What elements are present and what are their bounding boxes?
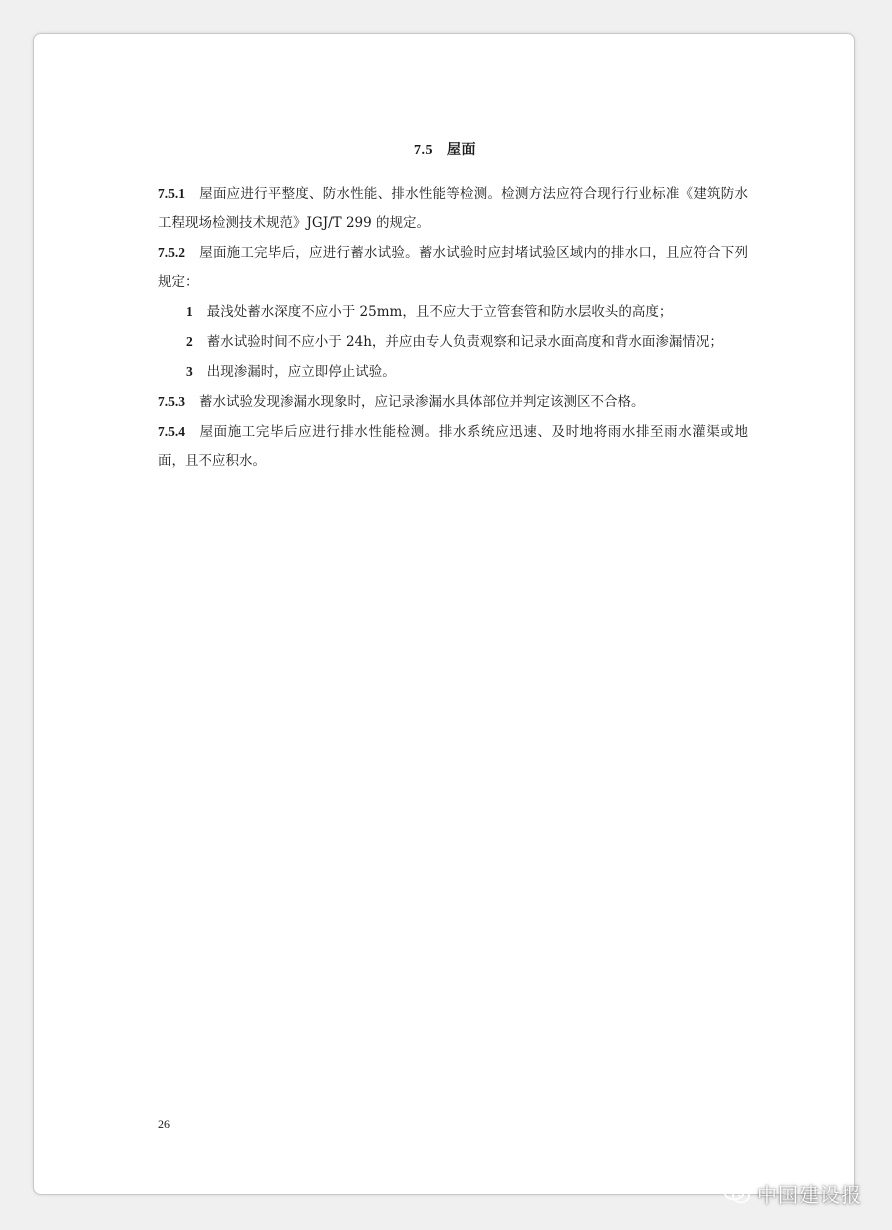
clause-text: 屋面应进行平整度、防水性能、排水性能等检测。检测方法应符合现行行业标准《建筑防水工程现场检测技术规范》JGJ/T 299 的规定。 [158, 186, 748, 231]
wechat-icon [723, 1183, 751, 1205]
clause-7-5-1 [158, 179, 748, 238]
clause-7-5-2 [158, 238, 748, 297]
section-number: 7.5 [414, 143, 433, 158]
watermark [723, 1179, 862, 1208]
clause-text: 屋面施工完毕后应进行排水性能检测。排水系统应迅速、及时地将雨水排至雨水灌渠或地面，且不应积水。 [158, 424, 748, 469]
item-number: 2 [186, 334, 193, 349]
item-text: 最浅处蓄水深度不应小于 25mm，且不应大于立管套管和防水层收头的高度； [206, 304, 673, 320]
clause-number: 7.5.1 [158, 186, 185, 201]
clause-item-3 [158, 357, 748, 387]
item-number: 3 [186, 364, 193, 379]
page-number: 26 [158, 1117, 170, 1131]
clause-item-1 [158, 297, 748, 327]
item-number: 1 [186, 304, 193, 319]
clause-7-5-3 [158, 387, 748, 417]
item-text: 蓄水试验时间不应小于 24h，并应由专人负责观察和记录水面高度和背水面渗漏情况； [206, 334, 723, 350]
clause-7-5-4 [158, 417, 748, 476]
section-title [34, 139, 856, 159]
watermark-text: 中国建设报 [757, 1183, 862, 1207]
clause-number: 7.5.4 [158, 424, 185, 439]
document-page [33, 33, 855, 1195]
clause-text: 蓄水试验发现渗漏水现象时，应记录渗漏水具体部位并判定该测区不合格。 [199, 394, 645, 410]
clause-text: 屋面施工完毕后，应进行蓄水试验。蓄水试验时应封堵试验区域内的排水口，且应符合下列规定： [158, 245, 748, 290]
section-title-text: 屋面 [447, 142, 476, 158]
clauses-body [158, 179, 748, 476]
clause-number: 7.5.3 [158, 394, 185, 409]
clause-number: 7.5.2 [158, 245, 185, 260]
clause-item-2 [158, 327, 748, 357]
item-text: 出现渗漏时，应立即停止试验。 [206, 364, 396, 380]
